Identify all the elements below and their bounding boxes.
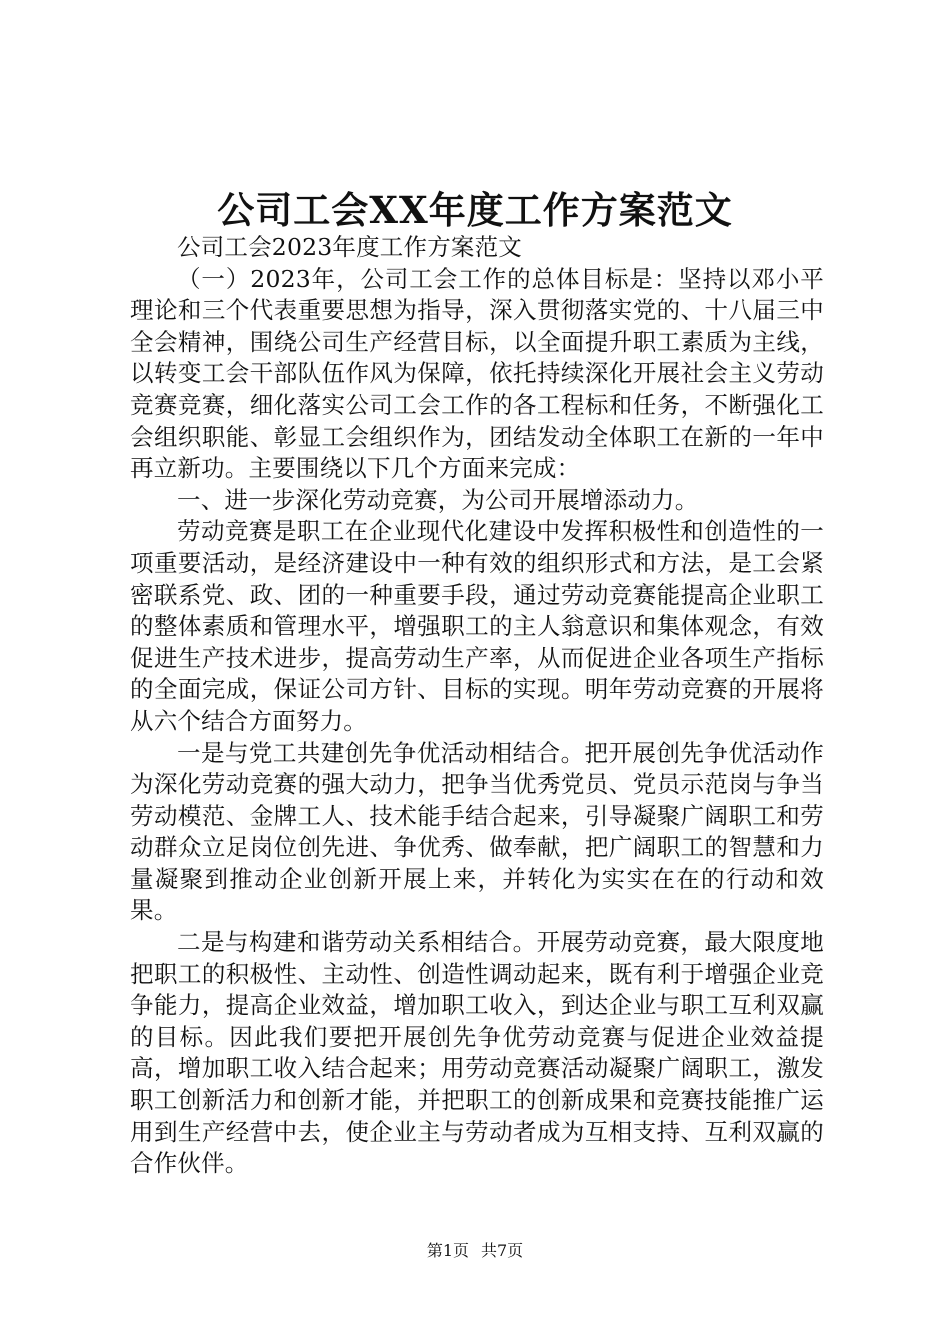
subtitle-paragraph: 公司工会2023年度工作方案范文: [177, 233, 523, 261]
document-title: 公司工会XX年度工作方案范文: [217, 188, 733, 232]
point-two-paragraph: 二是与构建和谐劳动关系相结合。开展劳动竞赛，最大限度地把职工的积极性、主动性、创造性调动起来，既有利于增强企业竞争能力，提高企业效益，增加职工收入，到达企业与职工互利双赢的目标。因此我们要把开展创先争优劳动竞赛与促进企业效益提高，增加职工收入结合起来；用劳动竞赛活动凝聚广阔职工，激发职工创新活力和创新才能，并把职工的创新成果和竞赛技能推广运用到生产经营中去，使企业主与劳动者成为互相支持、互利双赢的合作伙伴。: [130, 928, 824, 1178]
section-heading-1: 一、进一步深化劳动竞赛，为公司开展增添动力。: [177, 485, 699, 514]
page-total: 共7页: [481, 1241, 524, 1260]
goal-paragraph: （一）2023年，公司工会工作的总体目标是：坚持以邓小平理论和三个代表重要思想为指导，深入贯彻落实党的、十八届三中全会精神，围绕公司生产经营目标，以全面提升职工素质为主线，以转变工会干部队伍作风为保障，依托持续深化开展社会主义劳动竞赛竞赛，细化落实公司工会工作的各工程标和任务，不断强化工会组织职能、彰显工会组织作为，团结发动全体职工在新的一年中再立新功。主要围绕以下几个方面来完成：: [130, 264, 824, 483]
point-one-paragraph: 一是与党工共建创先争优活动相结合。把开展创先争优活动作为深化劳动竞赛的强大动力，把争当优秀党员、党员示范岗与争当劳动模范、金牌工人、技术能手结合起来，引导凝聚广阔职工和劳动群众立足岗位创先进、争优秀、做奉献，把广阔职工的智慧和力量凝聚到推动企业创新开展上来，并转化为实实在在的行动和效果。: [130, 738, 824, 925]
labor-competition-paragraph: 劳动竞赛是职工在企业现代化建设中发挥积极性和创造性的一项重要活动，是经济建设中一种有效的组织形式和方法，是工会紧密联系党、政、团的一种重要手段，通过劳动竞赛能提高企业职工的整体素质和管理水平，增强职工的主人翁意识和集体观念，有效促进生产技术进步，提高劳动生产率，从而促进企业各项生产指标的全面完成，保证公司方针、目标的实现。明年劳动竞赛的开展将从六个结合方面努力。: [130, 517, 824, 735]
page-footer: [0, 1240, 950, 1262]
document-body: [130, 232, 824, 1180]
page-number: 第1页: [426, 1241, 469, 1260]
